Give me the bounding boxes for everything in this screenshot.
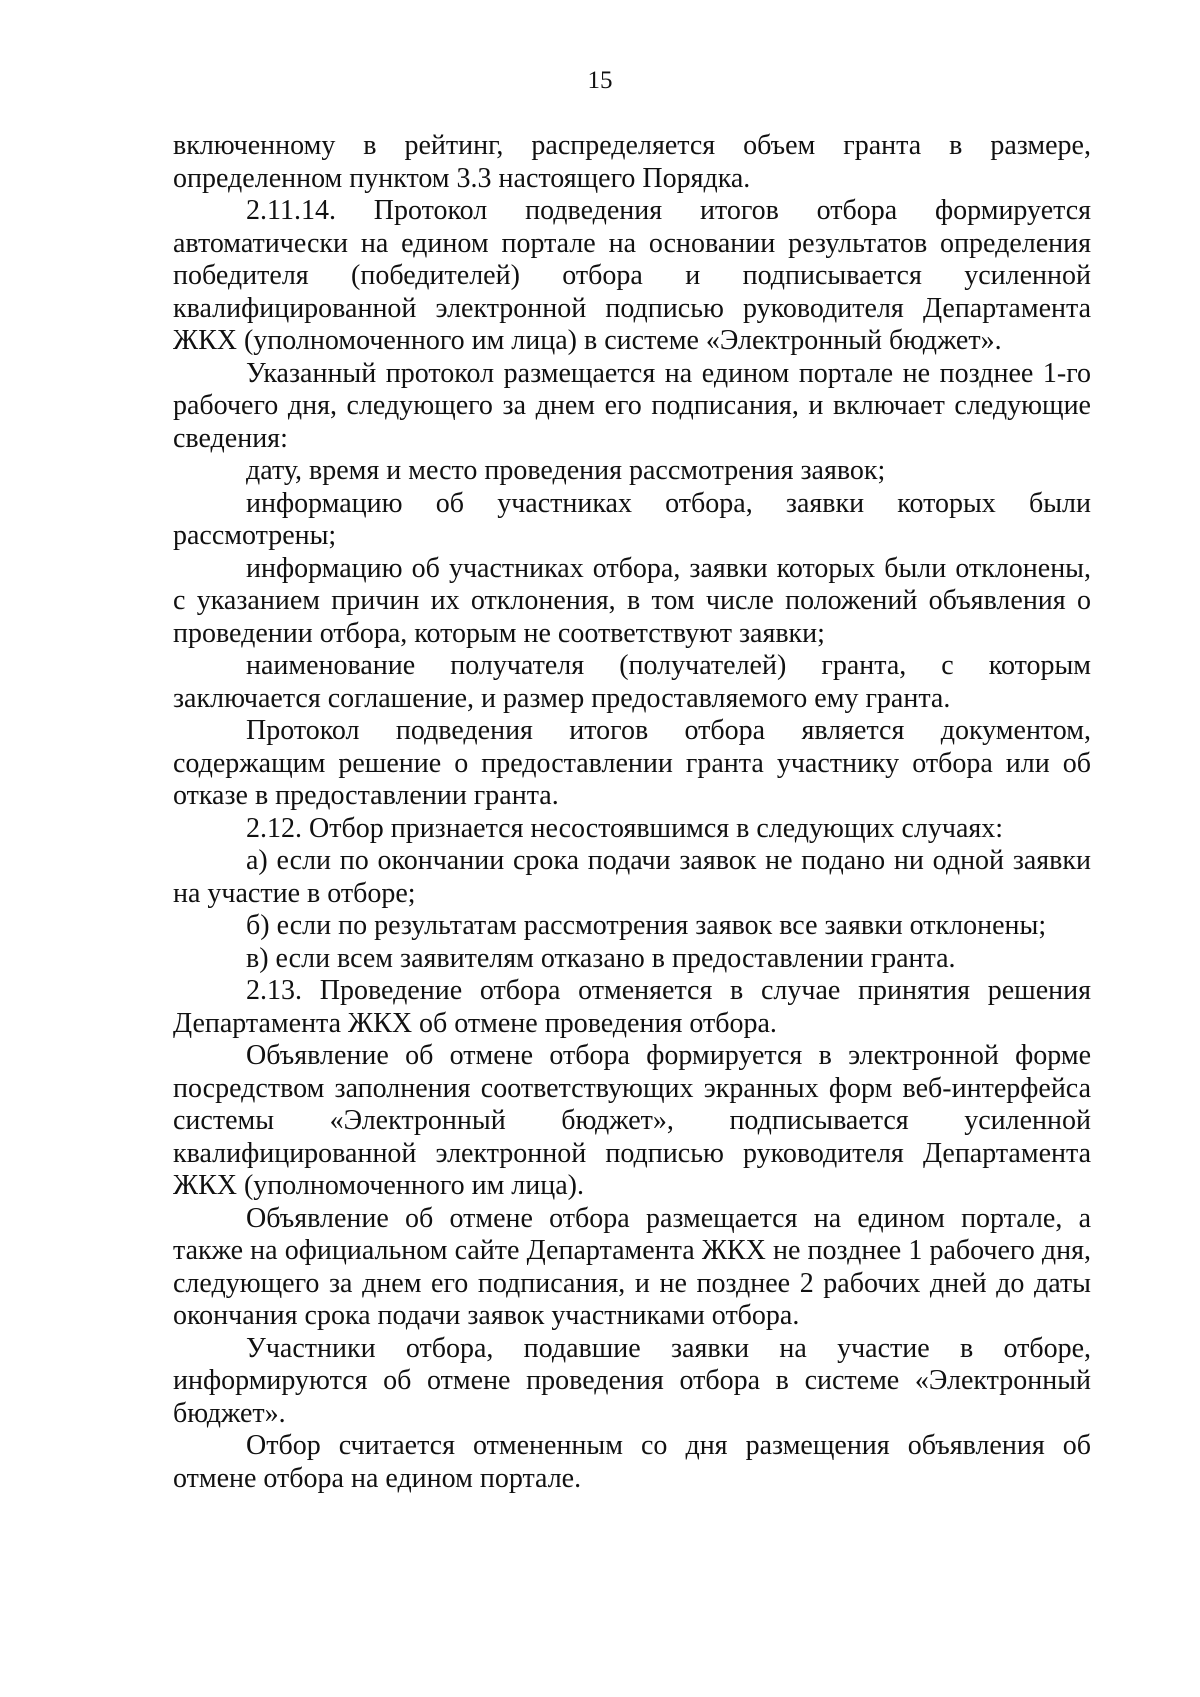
- list-item-a: а) если по окончании срока подачи заявок не подано ни одной заявки на участие в отборе;: [173, 845, 1091, 909]
- paragraph-2-12: 2.12. Отбор признается несостоявшимся в следующих случаях:: [246, 812, 1004, 844]
- page-number: 15: [587, 67, 613, 94]
- document-body: [173, 130, 1091, 1495]
- list-item-b: б) если по результатам рассмотрения заявок все заявки отклонены;: [246, 910, 1047, 941]
- paragraph-cancellation-notice-placement: Объявление об отмене отбора размещается на едином портале, а также на официальном сайте Департамента ЖКХ не позднее 1 рабочего дня, следующего за днем его подписания, и не позднее 2 рабочих дней до даты окончания срока подачи заявок участниками отбора.: [173, 1202, 1091, 1331]
- paragraph-cancellation-notice-form: Объявление об отмене отбора формируется в электронной форме посредством заполнения соответствующих экранных форм веб-интерфейса системы «Электронный бюджет», подписывается усиленной квалифицированной электронной подписью руководителя Департамента ЖКХ (уполномоченного им лица).: [173, 1040, 1091, 1201]
- paragraph-continuation: включенному в рейтинг, распределяется объем гранта в размере, определенном пунктом 3.3 настоящего Порядка.: [173, 130, 1091, 194]
- list-item-rejected-participants: информацию об участниках отбора, заявки которых были отклонены, с указанием причин их отклонения, в том числе положений объявления о проведении отбора, которым не соответствуют заявки;: [173, 552, 1091, 649]
- paragraph-2-11-14: 2.11.14. Протокол подведения итогов отбора формируется автоматически на едином портале на основании результатов определения победителя (победителей) отбора и подписывается усиленной квалифицированной электронной подписью руководителя Департамента ЖКХ (уполномоченного им лица) в системе «Электронный бюджет».: [173, 195, 1091, 356]
- paragraph-participants-informed: Участники отбора, подавшие заявки на участие в отборе, информируются об отмене проведения отбора в системе «Электронный бюджет».: [173, 1332, 1091, 1429]
- paragraph-cancellation-effective: Отбор считается отмененным со дня размещения объявления об отмене отбора на едином портале.: [173, 1430, 1091, 1494]
- list-item-reviewed-participants: информацию об участниках отбора, заявки которых были рассмотрены;: [173, 487, 1091, 551]
- list-item-grant-recipient: наименование получателя (получателей) гранта, с которым заключается соглашение, и размер предоставляемого ему гранта.: [173, 650, 1091, 714]
- paragraph-protocol-document: Протокол подведения итогов отбора является документом, содержащим решение о предоставлении гранта участнику отбора или об отказе в предоставлении гранта.: [173, 715, 1091, 811]
- paragraph-protocol-placement: Указанный протокол размещается на едином портале не позднее 1-го рабочего дня, следующего за днем его подписания, и включает следующие сведения:: [173, 357, 1091, 454]
- paragraph-2-13: 2.13. Проведение отбора отменяется в случае принятия решения Департамента ЖКХ об отмене проведения отбора.: [173, 975, 1091, 1039]
- list-item-date-time-place: дату, время и место проведения рассмотрения заявок;: [246, 455, 886, 486]
- list-item-v: в) если всем заявителям отказано в предоставлении гранта.: [246, 942, 956, 974]
